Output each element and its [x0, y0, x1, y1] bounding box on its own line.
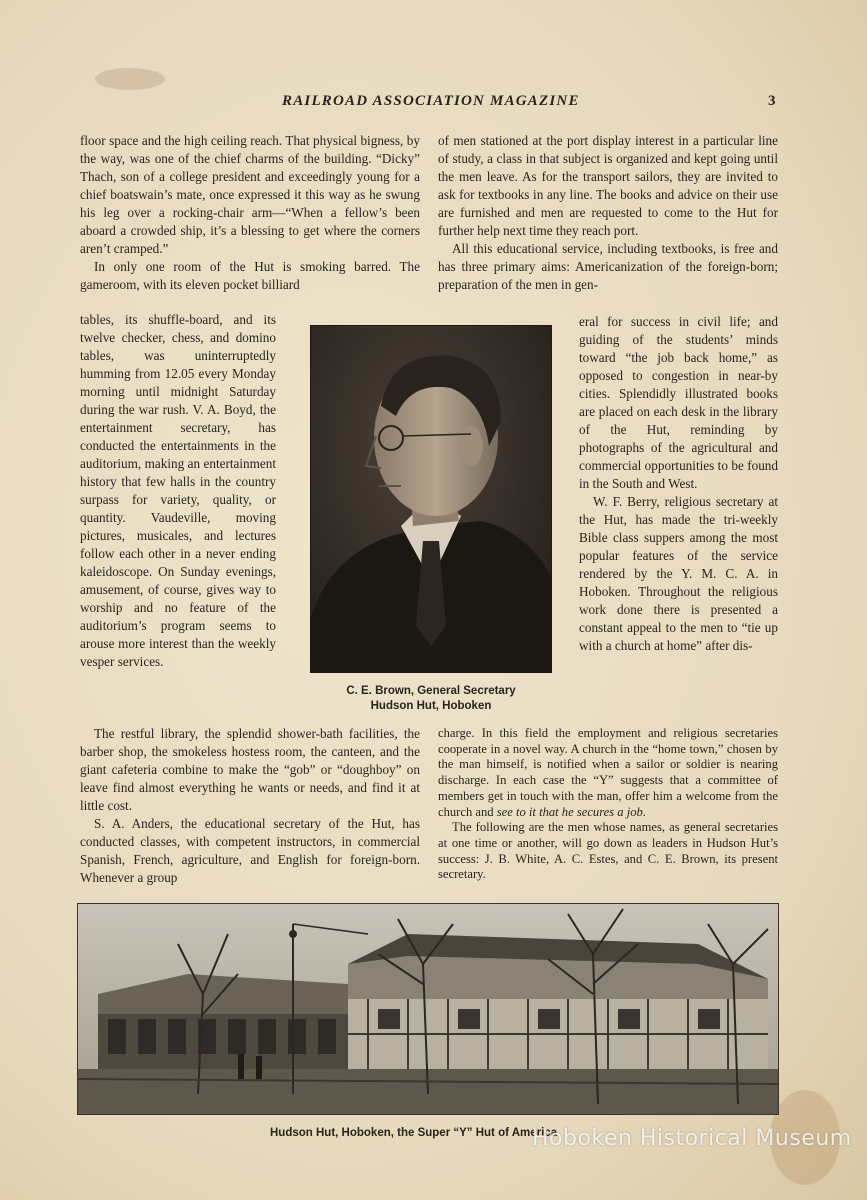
body-paragraph: All this educational service, including textbooks, is free and has three primary aims: Americanization of the foreign-born; preparation of the men in gen- [438, 241, 778, 292]
body-paragraph: In only one room of the Hut is smoking barred. The gameroom, with its eleven pocket billiard [80, 259, 420, 292]
body-paragraph: W. F. Berry, religious secretary at the Hut, has made the tri-weekly Bible class suppers among the most popular features of the service rendered by the Y. M. C. A. in Hoboken. Throughout the religious work done there is presented a constant appeal to the men to “tie up with a church at home” after dis- [579, 494, 778, 653]
page-number: 3 [768, 93, 776, 109]
body-paragraph: of men stationed at the port display interest in a particular line of study, a class in that subject is organized and kept going until the men leave. As for the transport sailors, they are invited to ask for textbooks in any line. The books and advice on their use are furnished and men are requested to come to the Hut for further help next time they reach port. [438, 133, 778, 238]
body-text: charge. In this field the employment and religious secretaries cooperate in a novel way. A church in the “home town,” chosen by the man himself, is notified when a sailor or soldier is nearing discharge. In each case the “Y” suggests that a committee of members get in touch with the man, offer him a welcome from the church and [438, 726, 778, 819]
hut-illustration [78, 904, 778, 1114]
hudson-hut-photo [77, 903, 779, 1115]
body-paragraph: The following are the men whose names, as general secretaries at one time or another, will go down as leaders in Hudson Hut’s success: J. B. White, A. C. Estes, and C. E. Brown, its present secretary. [438, 820, 778, 882]
body-paragraph: eral for success in civil life; and guiding of the students’ minds toward “the job back home,” as opposed to congestion in near-by cities. Splendidly illustrated books are placed on each desk in the library of the Hut, reminding by photographs of the agricultural and commercial opportunities to be found in the South and West. [579, 314, 778, 491]
right-column-narrow [579, 313, 778, 655]
hut-caption: Hudson Hut, Hoboken, the Super “Y” Hut of America [270, 1127, 558, 1139]
museum-watermark: Hoboken Historical Museum [532, 1126, 852, 1151]
left-column-bottom [80, 725, 420, 887]
portrait-photo [310, 325, 552, 673]
right-column-top [438, 132, 778, 294]
body-paragraph: The restful library, the splendid shower-bath facilities, the barber shop, the smokeless hostess room, the canteen, and the giant cafeteria combine to make the “gob” or “doughboy” on leave find almost everything he wants or needs, and find it at little cost. [80, 726, 420, 813]
caption-line: C. E. Brown, General Secretary [346, 685, 516, 697]
body-paragraph: tables, its shuffle-board, and its twelve checker, chess, and domino tables, was uninterruptedly humming from 12.05 every Monday morning until midnight Saturday during the war rush. V. A. Boyd, the entertainment secretary, has conducted the entertainments in the auditorium, making an entertainment history that few halls in the country surpass for variety, quality, or quantity. Vaudeville, moving pictures, musicales, and lectures follow each other in a never ending kaleidoscope. On Sunday evenings, amusement, of course, gives way to worship and no feature of the auditorium’s program seems to arouse more interest than the weekly vesper services. [80, 312, 276, 669]
page-header [0, 93, 867, 117]
caption-line: Hudson Hut, Hoboken [370, 700, 492, 712]
left-column-narrow [80, 311, 276, 671]
portrait-illustration [311, 326, 551, 672]
body-paragraph [438, 726, 778, 820]
body-paragraph: floor space and the high ceiling reach. That physical bigness, by the way, was one of the chief charms of the building. “Dicky” Thach, son of a college president and exceedingly young for a chief boatswain’s mate, once expressed it this way as he swung his leg over a rocking-chair arm—“When a fellow’s been aboard a crowded ship, it’s a blessing to get where the corners aren’t cramped.” [80, 133, 420, 256]
paper-stain [95, 68, 165, 90]
left-column-top [80, 132, 420, 294]
portrait-caption [300, 684, 562, 714]
magazine-title: RAILROAD ASSOCIATION MAGAZINE [282, 93, 580, 109]
right-column-bottom [438, 726, 778, 883]
body-paragraph: S. A. Anders, the educational secretary of the Hut, has conducted classes, with competent instructors, in commercial Spanish, French, agriculture, and English for foreign-born. Whenever a group [80, 816, 420, 885]
emphasis-text: see to it that he secures a job. [496, 804, 646, 819]
